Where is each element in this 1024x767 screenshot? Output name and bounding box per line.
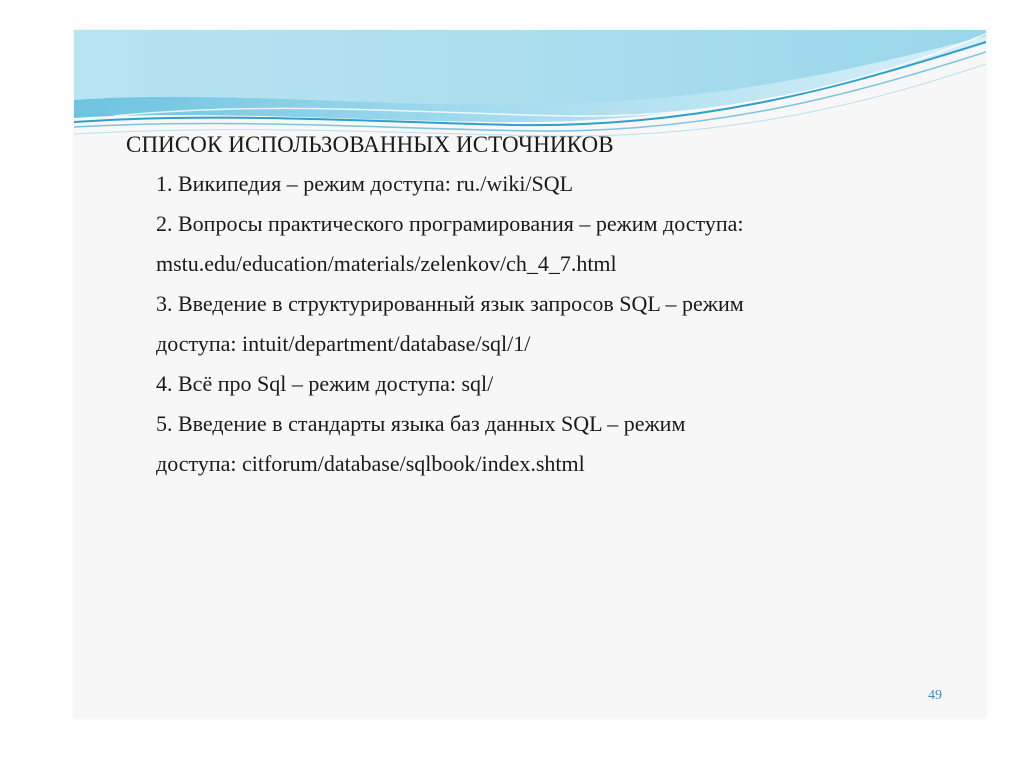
reference-item-2-line-1: 2. Вопросы практического програмирования – режим доступа: xyxy=(156,211,744,236)
page-number: 49 xyxy=(928,688,942,703)
slide-title: СПИСОК ИСПОЛЬЗОВАННЫХ ИСТОЧНИКОВ xyxy=(126,132,614,157)
reference-item-3-line-1: 3. Введение в структурированный язык запросов SQL – режим xyxy=(156,291,744,316)
reference-item-5-line-1: 5. Введение в стандарты языка баз данных SQL – режим xyxy=(156,411,686,436)
reference-item-2-line-2: mstu.edu/education/materials/zelenkov/ch_4_7.html xyxy=(156,251,617,276)
reference-item-3-line-2: доступа: intuit/department/database/sql/1/ xyxy=(156,331,531,356)
reference-item-1-line-1: 1. Википедия – режим доступа: ru./wiki/SQL xyxy=(156,171,574,196)
reference-item-5-line-2: доступа: citforum/database/sqlbook/index.shtml xyxy=(156,451,585,476)
references-list xyxy=(156,164,966,484)
references-section xyxy=(126,130,966,484)
slide xyxy=(74,30,986,718)
reference-item-4-line-1: 4. Всё про Sql – режим доступа: sql/ xyxy=(156,371,494,396)
header-wave-decoration xyxy=(74,30,986,140)
